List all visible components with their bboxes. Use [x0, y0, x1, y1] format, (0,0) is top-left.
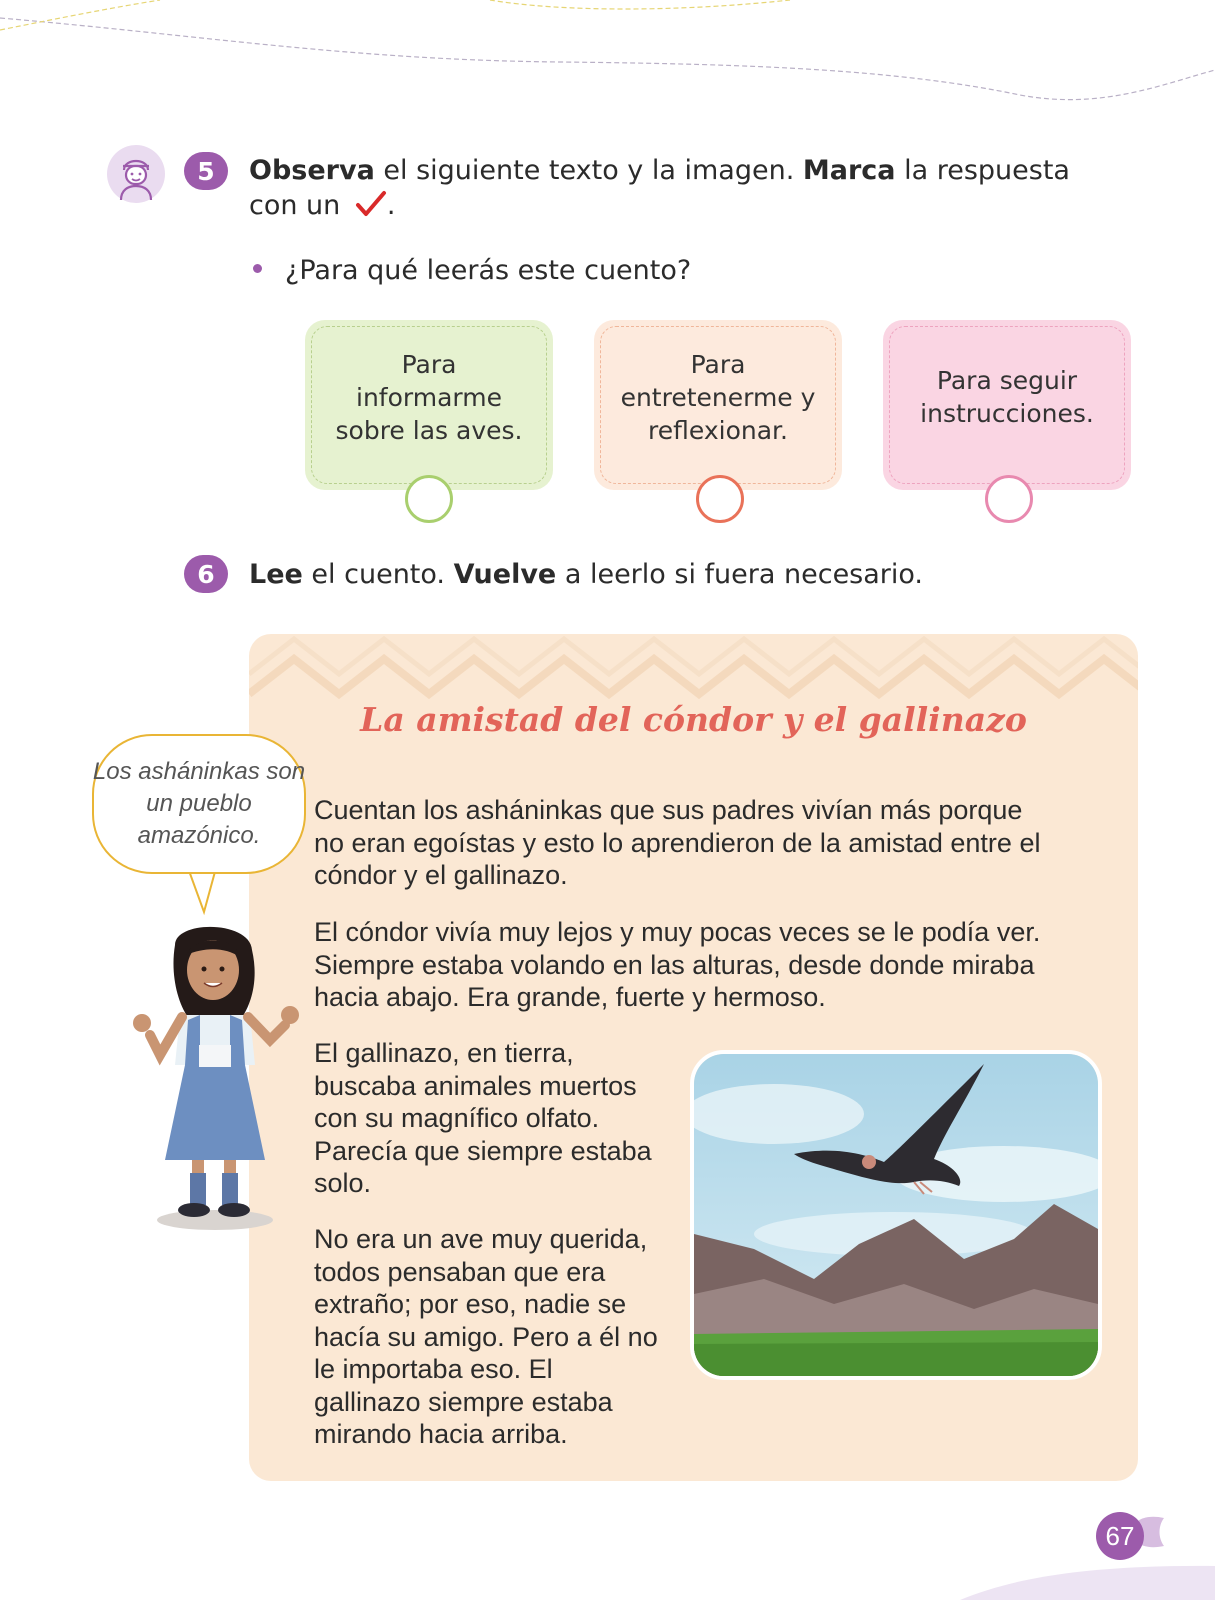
- story-paragraph-3: El gallinazo, en tierra, buscaba animales muertos con su magnífico olfato. Parecía que siempre estaba solo.: [314, 1038, 652, 1198]
- activity-5-instruction: [249, 153, 1129, 223]
- option-card-instrucciones[interactable]: [883, 320, 1131, 490]
- answer-circle-entretenerme[interactable]: [696, 475, 744, 523]
- girl-character-illustration: [120, 915, 300, 1235]
- option-card-informarme[interactable]: [305, 320, 553, 490]
- instruction-bold-observa: Observa: [249, 155, 375, 186]
- question-text: ¿Para qué leerás este cuento?: [285, 255, 692, 286]
- top-wave-decoration: [0, 0, 1215, 120]
- option-text: Para entretenerme y reflexionar.: [620, 350, 816, 445]
- instruction-text: el siguiente texto y la imagen.: [374, 155, 803, 186]
- instruction-text: a leerlo si fuera necesario.: [556, 559, 924, 590]
- story-paragraph-4: No era un ave muy querida, todos pensaban que era extraño; por eso, nadie se hacía su amigo. Pero a él no le importaba eso. El gallinazo siempre estaba mirando hacia arriba.: [314, 1224, 658, 1449]
- instruction-text: la respuesta: [895, 155, 1070, 186]
- instruction-bold-vuelve: Vuelve: [453, 559, 557, 590]
- option-text: Para seguir instrucciones.: [920, 366, 1094, 428]
- story-title: La amistad del cóndor y el gallinazo: [360, 700, 1027, 739]
- answer-circle-informarme[interactable]: [405, 475, 453, 523]
- bullet-dot: [251, 262, 265, 276]
- instruction-text: el cuento.: [302, 559, 454, 590]
- instruction-text: .: [386, 190, 396, 221]
- checkmark-icon: [355, 190, 387, 218]
- activity-6-number: 6: [184, 555, 228, 593]
- option-card-entretenerme[interactable]: [594, 320, 842, 490]
- activity-6-instruction: [249, 557, 1129, 592]
- page-number: 67: [1096, 1512, 1144, 1560]
- instruction-bold-lee: Lee: [249, 559, 303, 590]
- student-face-icon: [106, 144, 166, 208]
- speech-bubble-text: Los asháninkas son un pueblo amazónico.: [92, 758, 306, 849]
- condor-illustration: [690, 1050, 1102, 1380]
- zigzag-pattern: [249, 634, 1138, 704]
- instruction-bold-marca: Marca: [802, 155, 896, 186]
- story-paragraph-2: El cóndor vivía muy lejos y muy pocas veces se le podía ver. Siempre estaba volando en las alturas, desde donde miraba hacia abajo. Era grande, fuerte y hermoso.: [314, 917, 1041, 1012]
- answer-circle-instrucciones[interactable]: [985, 475, 1033, 523]
- story-paragraph-1: Cuentan los asháninkas que sus padres vivían más porque no eran egoístas y esto lo aprendieron de la amistad entre el cóndor y el gallinazo.: [314, 795, 1041, 890]
- speech-bubble-tail: [180, 868, 230, 918]
- instruction-text: con un: [249, 190, 341, 221]
- option-text: Para informarme sobre las aves.: [335, 350, 523, 445]
- activity-5-number: 5: [184, 152, 228, 190]
